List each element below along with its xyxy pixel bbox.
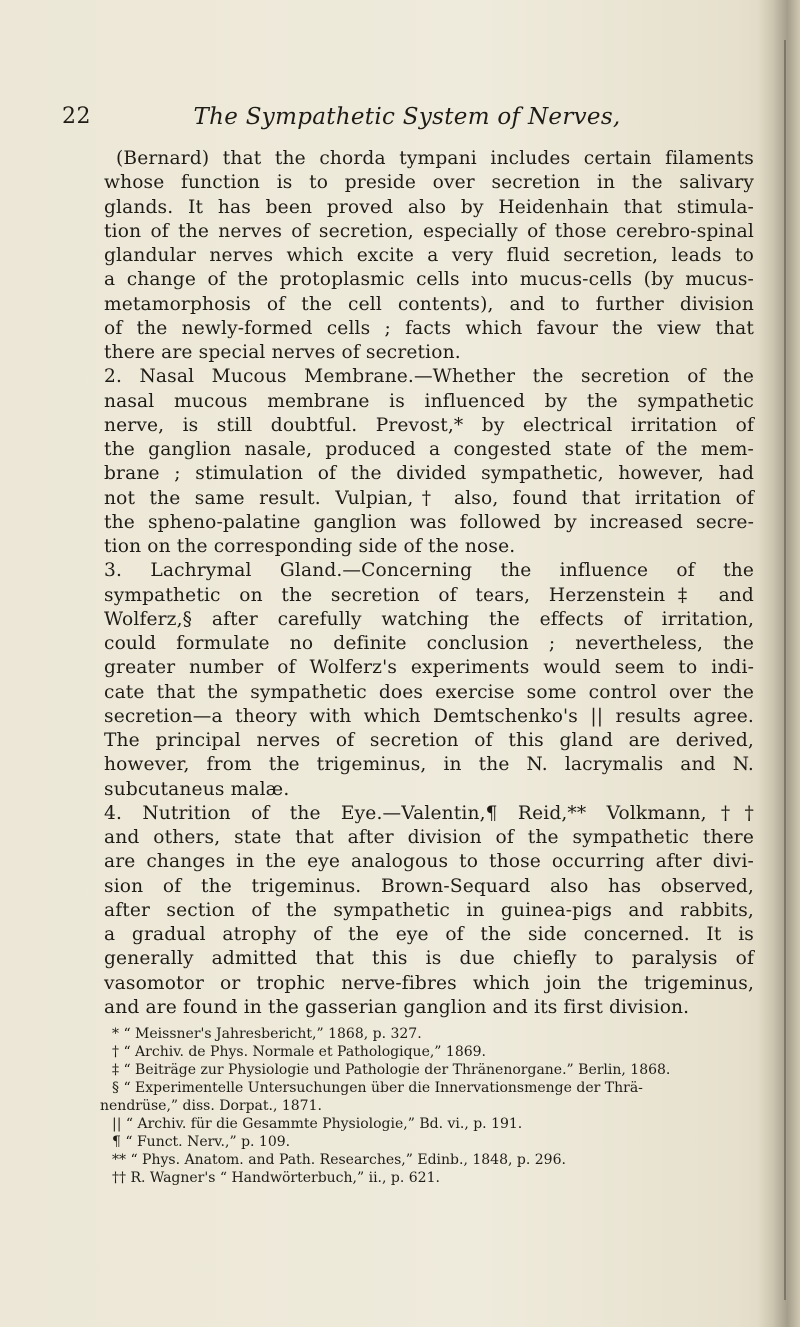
text-line: glands. It has been proved also by Heidenhain that stimula-: [104, 196, 754, 218]
text-line: the ganglion nasale, produced a congested state of the mem-: [104, 439, 754, 460]
text-line: however, from the trigeminus, in the N. lacrymalis and N.: [104, 754, 754, 776]
text-line: nasal mucous membrane is influenced by the sympathetic: [104, 390, 754, 412]
text-line: secretion—a theory with which Demtschenko's || results agree.: [104, 705, 754, 727]
footnote: || “ Archiv. für die Gesammte Physiologie,” Bd. vi., p. 191.: [112, 1116, 523, 1132]
footnote: ‡ “ Beiträge zur Physiologie und Pathologie der Thränenorgane.” Berlin, 1868.: [112, 1062, 671, 1078]
text-line: are changes in the eye analogous to those occurring after divi-: [104, 851, 754, 873]
text-line: vasomotor or trophic nerve-fibres which join the trigeminus,: [104, 972, 754, 994]
text-line: brane ; stimulation of the divided sympathetic, however, had: [104, 463, 754, 485]
page-gutter-shadow: [758, 0, 800, 1327]
text-line: not the same result. Vulpian,† also, found that irritation of: [104, 487, 754, 509]
text-line: of the newly-formed cells ; facts which favour the view that: [104, 317, 754, 339]
footnote-continuation: nendrüse,” diss. Dorpat., 1871.: [100, 1098, 322, 1114]
text-line: (Bernard) that the chorda tympani includes certain filaments: [116, 148, 754, 169]
text-line: the spheno-palatine ganglion was followed by increased secre-: [104, 511, 754, 533]
body-text: [104, 147, 754, 1020]
text-line: nerve, is still doubtful. Prevost,* by electrical irritation of: [104, 414, 754, 436]
running-head: [62, 104, 752, 134]
binding-edge: [784, 40, 786, 1300]
text-line: metamorphosis of the cell contents), and to further division: [104, 293, 754, 315]
text-line: generally admitted that this is due chiefly to paralysis of: [104, 948, 754, 970]
text-line: greater number of Wolferz's experiments would seem to indi-: [104, 657, 754, 679]
footnotes: [100, 1025, 752, 1187]
page-number: 22: [62, 104, 91, 129]
text-line: after section of the sympathetic in guinea-pigs and rabbits,: [104, 899, 754, 921]
running-title: The Sympathetic System of Nerves,: [193, 104, 621, 130]
text-line: sympathetic on the secretion of tears, Herzenstein‡ and: [104, 584, 754, 606]
text-line: whose function is to preside over secretion in the salivary: [104, 172, 754, 194]
text-line: cate that the sympathetic does exercise some control over the: [104, 681, 754, 703]
text-line: a change of the protoplasmic cells into mucus-cells (by mucus-: [104, 269, 754, 291]
footnote: ** “ Phys. Anatom. and Path. Researches,” Edinb., 1848, p. 296.: [112, 1152, 566, 1168]
text-line: and are found in the gasserian ganglion and its first division.: [104, 996, 690, 1018]
footnote: † “ Archiv. de Phys. Normale et Pathologique,” 1869.: [112, 1044, 486, 1060]
text-line: tion on the corresponding side of the nose.: [104, 536, 516, 557]
footnote: †† R. Wagner's “ Handwörterbuch,” ii., p. 621.: [112, 1170, 440, 1186]
text-line: glandular nerves which excite a very fluid secretion, leads to: [104, 245, 754, 266]
text-line: The principal nerves of secretion of this gland are derived,: [104, 730, 754, 751]
text-line: tion of the nerves of secretion, especially of those cerebro-spinal: [104, 220, 754, 242]
text-line: could formulate no definite conclusion ; nevertheless, the: [104, 633, 754, 654]
section-heading-line: 3. Lachrymal Gland.—Concerning the influence of the: [104, 560, 754, 582]
section-heading-line: 2. Nasal Mucous Membrane.—Whether the secretion of the: [104, 366, 754, 388]
footnote: § “ Experimentelle Untersuchungen über die Innervationsmenge der Thrä-: [112, 1080, 643, 1096]
text-line: sion of the trigeminus. Brown-Sequard also has observed,: [104, 875, 754, 897]
footnote: * “ Meissner's Jahresbericht,” 1868, p. 327.: [112, 1026, 422, 1042]
footnote: ¶ “ Funct. Nerv.,” p. 109.: [112, 1134, 291, 1150]
text-line: a gradual atrophy of the eye of the side concerned. It is: [104, 924, 754, 945]
text-line: and others, state that after division of the sympathetic there: [104, 827, 754, 848]
text-line: Wolferz,§ after carefully watching the effects of irritation,: [104, 608, 754, 630]
section-heading-line: 4. Nutrition of the Eye.—Valentin,¶ Reid,** Volkmann,††: [104, 802, 754, 824]
text-line: there are special nerves of secretion.: [104, 342, 461, 363]
text-line: subcutaneus malæ.: [104, 778, 290, 800]
